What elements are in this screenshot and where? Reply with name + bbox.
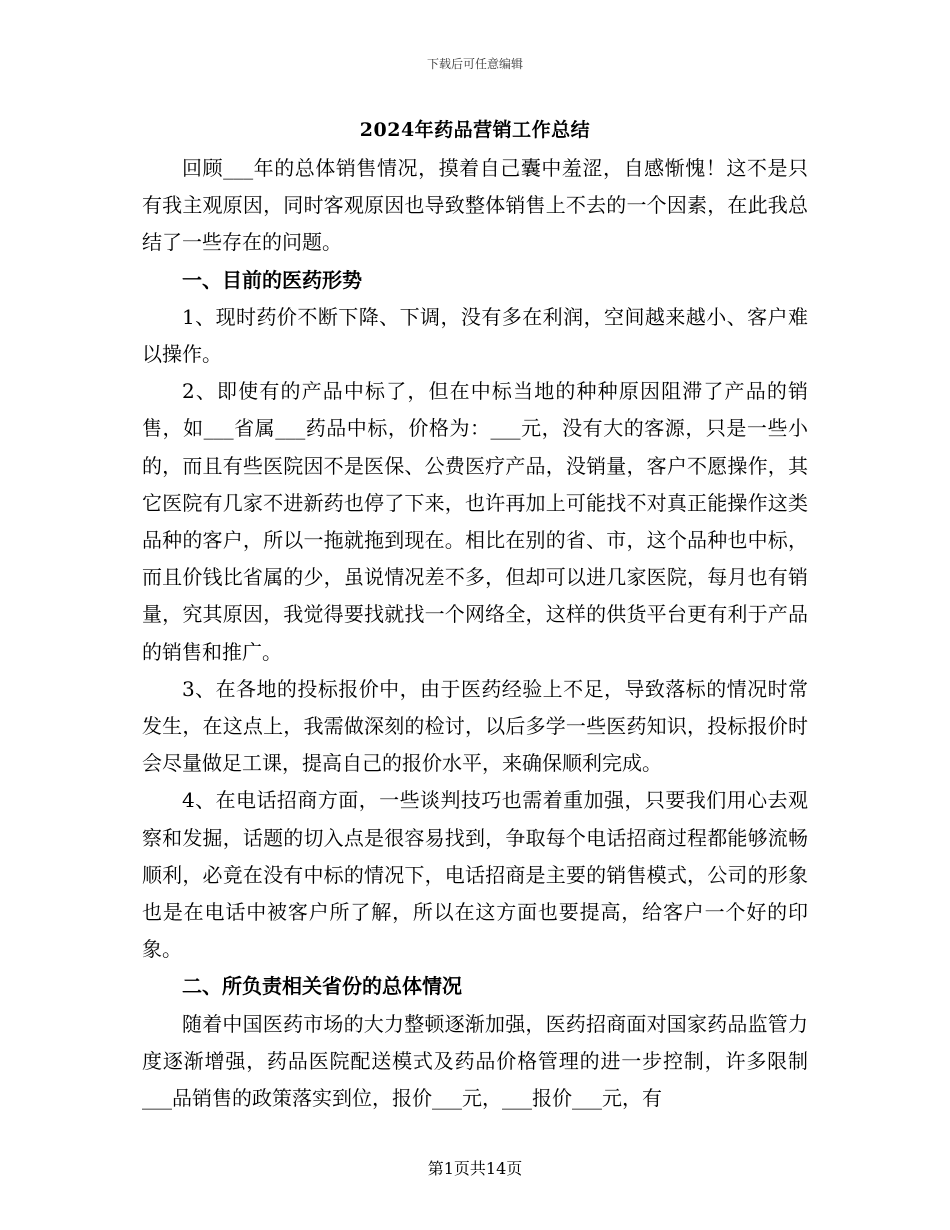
paragraph-item-3: 3、在各地的投标报价中，由于医药经验上不足，导致落标的情况时常发生，在这点上，我需做深刻的检讨，以后多学一些医药知识，投标报价时会尽量做足工课，提高自己的报价水平，来确保顺利完成。 (142, 676, 808, 776)
paragraph-intro: 回顾___年的总体销售情况，摸着自己囊中羞涩，自感惭愧！这不是只有我主观原因，同时客观原因也导致整体销售上不去的一个因素，在此我总结了一些存在的问题。 (142, 156, 808, 255)
section-heading-2: 二、所负责相关省份的总体情况 (182, 974, 462, 999)
header-note: 下载后可任意编辑 (426, 57, 523, 71)
section-heading-1: 一、目前的医药形势 (182, 267, 362, 292)
paragraph-item-4: 4、在电话招商方面，一些谈判技巧也需着重加强，只要我们用心去观察和发掘，话题的切入点是很容易找到，争取每个电话招商过程都能够流畅顺利，必竟在没有中标的情况下，电话招商是主要的销售模式，公司的形象也是在电话中被客户所了解，所以在这方面也要提高，给客户一个好的印象。 (142, 788, 808, 962)
paragraph-section-2: 随着中国医药市场的大力整顿逐渐加强，医药招商面对国家药品监管力度逐渐增强，药品医院配送模式及药品价格管理的进一步控制，许多限制___品销售的政策落实到位，报价___元，___报价___元，有 (142, 1011, 808, 1111)
paragraph-item-1: 1、现时药价不断下降、下调，没有多在利润，空间越来越小、客户难以操作。 (142, 304, 808, 367)
document-body (142, 150, 808, 1117)
paragraph-item-2: 2、即使有的产品中标了，但在中标当地的种种原因阻滞了产品的销售，如___省属___药品中标，价格为：___元，没有大的客源，只是一些小的，而且有些医院因不是医保、公费医疗产品，没销量，客户不愿操作，其它医院有几家不进新药也停了下来，也许再加上可能找不对真正能操作这类品种的客户，所以一拖就拖到现在。相比在别的省、市，这个品种也中标，而且价钱比省属的少，虽说情况差不多，但却可以进几家医院，每月也有销量，究其原因，我觉得要找就找一个网络全，这样的供货平台更有利于产品的销售和推广。 (142, 379, 808, 664)
document-title: 2024年药品营销工作总结 (359, 119, 591, 141)
page-number: 第1页共14页 (427, 1159, 523, 1178)
